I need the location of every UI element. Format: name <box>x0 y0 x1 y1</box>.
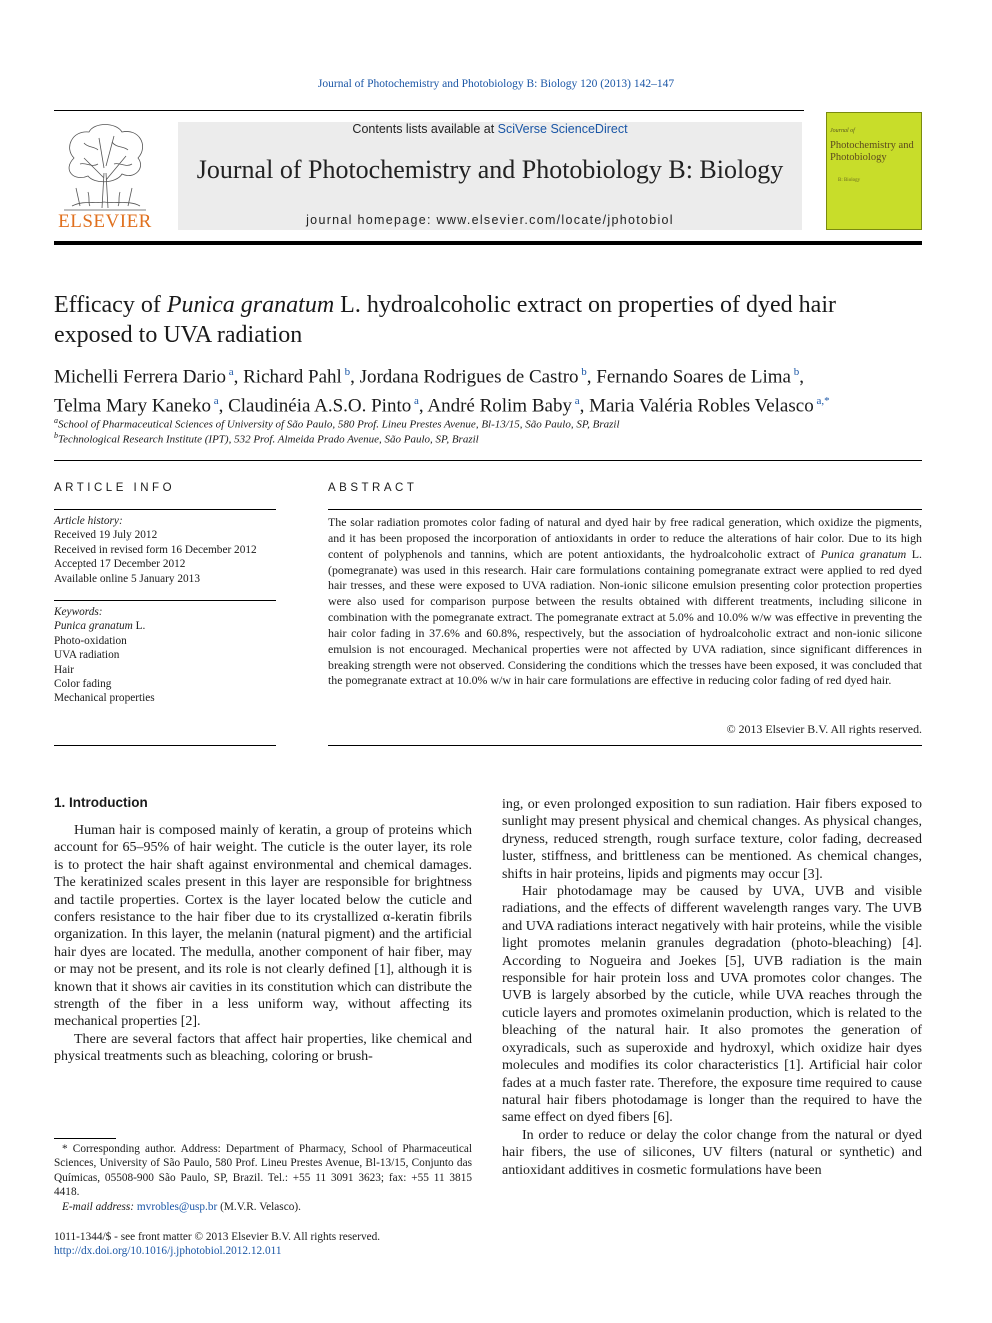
section-rule <box>54 460 922 461</box>
paragraph: ing, or even prolonged exposition to sun radiation. Hair fibers exposed to sunlight may present physical and chemical changes. As physical changes, dryness, reduced strength, rough surface texture, color fading, decreased luster, stiffness, and brittleness can be mentioned. As chemical changes, shifts in hair proteins, lipids and pigments may occur [3]. <box>502 797 922 882</box>
article-info-rule <box>54 600 276 601</box>
email-line: E-mail address: mvrobles@usp.br (M.V.R. Velasco). <box>62 1200 301 1213</box>
history-accepted: Accepted 17 December 2012 <box>54 558 186 571</box>
section-heading: 1. Introduction <box>54 795 148 810</box>
author-list: Michelli Ferrera Dario $^a$, Richard Pahl $^b$, Jordana Rodrigues de Castro $^b$, Fernando Soares de Lima $^b$, Telma Mary Kaneko $^a$, Claudinéia A.S.O. Pinto $^a$, André Rolim Baby $^a$, Maria Valéria Robles Velasco $^{a,*}$ <box>54 366 830 417</box>
author-name: Michelli Ferrera Dario <box>54 366 226 388</box>
front-matter-info <box>54 1230 472 1258</box>
history-label: Article history: <box>54 515 123 527</box>
abstract-rule <box>328 745 922 746</box>
journal-title: Journal of Photochemistry and Photobiology B: Biology <box>196 155 784 184</box>
article-title: Efficacy of Punica granatum L. hydroalcoholic extract on properties of dyed hair exposed to UVA radiation <box>54 292 836 348</box>
author-name: Fernando Soares de Lima <box>596 366 791 388</box>
author-name: Jordana Rodrigues de Castro <box>359 366 579 388</box>
header-rule <box>54 110 804 111</box>
sciencedirect-link[interactable]: SciVerse ScienceDirect <box>497 122 628 136</box>
keywords-label: Keywords: <box>54 606 103 618</box>
corresponding-author-footnote <box>54 1142 472 1214</box>
email-link[interactable]: mvrobles@usp.br <box>136 1200 218 1213</box>
keyword-item: Mechanical properties <box>54 692 155 705</box>
abstract-text: The solar radiation promotes color fading of natural and dyed hair by free radical generation, which oxidize the pigments, and it has been proposed the incorporation of antioxidants in order to reduce the alterations of hair color. Due to its high content of polyphenols and tannins, which are potent antioxidants, the hydroalcoholic extract of Punica granatum L. (pomegranate) was used in this research. Hair care formulations containing pomegranate extract were applied to red dyed hair tresses, and these were exposed to UVA radiation. Non-ionic silicone emulsion presenting color protection properties were also used for comparison purpose between the results obtained with different treatments, including silicone in combination with the pomegranate extract. The pomegranate extract at 5.0% and 10.0% w/w was effective in preventing the hair color fading in 37.6% and 60.8%, respectively, but the association of hydroalcoholic extract and non-ionic silicone emulsion is not encouraged. Mechanical properties were not affected by UVA radiation, since significant differences in breaking strength were not observed. Considering the conditions which the tresses have been exposed, it was concluded that the pomegranate extract at 10.0% w/w in hair care formulations are effective in reducing color fading of red dyed hair. <box>328 515 922 688</box>
history-received: Received 19 July 2012 <box>54 529 158 542</box>
publisher-wordmark: ELSEVIER <box>58 211 152 232</box>
article-info-rule <box>54 745 276 746</box>
journal-homepage[interactable]: journal homepage: www.elsevier.com/locate/jphotobiol <box>306 213 674 227</box>
body-column-left <box>54 822 472 1066</box>
affiliation-b: $^b$Technological Research Institute (IPT), 532 Prof. Almeida Prado Avenue, São Paulo, SP, Brazil <box>54 431 479 446</box>
author-affiliation-marker[interactable]: a,* <box>813 395 830 408</box>
keyword-item: Photo-oxidation <box>54 634 127 647</box>
cover-small-text: Journal of <box>830 128 855 134</box>
keyword-item: Punica granatum L. <box>54 620 146 633</box>
keyword-item: UVA radiation <box>54 649 120 662</box>
paragraph: Human hair is composed mainly of keratin, a group of proteins which account for 65–95% of hair weight. The cuticle is the outer layer, its role is to protect the hair shaft against environmental and chemical damages. The keratinized scales present in this layer are responsible for brightness and tactile properties. Cortex is the layer located below the cuticle and confers resistance to the hair fiber due to its crystallized α-keratin fibrils organization. In this layer, the melanin (natural pigment) and the artificial hair dyes are located. The medulla, another component of hair fiber, may or may not be present, and its role is not clearly defined [1], although it is known that it shows air cavities in its constitution which can distribute the strength of the fiber in a less uniform way, without affecting its mechanical properties [2]. <box>54 823 472 1030</box>
author-affiliation-marker[interactable]: b <box>578 366 587 378</box>
masthead-rule <box>54 241 922 245</box>
author-name: André Rolim Baby <box>427 395 572 417</box>
paragraph: There are several factors that affect hair properties, like chemical and physical treatments such as bleaching, coloring or brush- <box>54 1031 472 1065</box>
history-revised: Received in revised form 16 December 2012 <box>54 543 257 556</box>
journal-reference-link[interactable]: Journal of Photochemistry and Photobiology B: Biology 120 (2013) 142–147 <box>317 78 675 90</box>
issn-line: 1011-1344/$ - see front matter © 2013 Elsevier B.V. All rights reserved. <box>54 1231 381 1243</box>
author-affiliation-marker[interactable]: b <box>341 366 351 378</box>
body-column-right <box>502 796 922 1179</box>
article-history <box>54 514 257 586</box>
abstract-heading: ABSTRACT <box>328 482 418 494</box>
cover-title: Photochemistry and Photobiology <box>830 140 914 163</box>
keyword-item: Color fading <box>54 678 112 691</box>
author-name: Claudinéia A.S.O. Pinto <box>228 395 412 417</box>
affiliation-a: $^a$School of Pharmaceutical Sciences of University of São Paulo, 580 Prof. Lineu Prestes Avenue, Bl-13/15, São Paulo, SP, Brazil <box>54 416 620 431</box>
author-affiliation-marker[interactable]: a <box>225 366 234 378</box>
keyword-item: Hair <box>54 663 75 676</box>
footnote-rule <box>54 1138 116 1139</box>
author-affiliation-marker[interactable]: a <box>411 395 419 408</box>
author-name: Maria Valéria Robles Velasco <box>589 395 814 417</box>
article-info-heading: ARTICLE INFO <box>54 482 176 494</box>
abstract-rule <box>328 509 922 510</box>
contents-prefix: Contents lists available at <box>352 122 498 136</box>
author-name: Telma Mary Kaneko <box>54 395 211 417</box>
history-online: Available online 5 January 2013 <box>54 572 200 585</box>
article-info-rule <box>54 509 276 510</box>
paragraph: In order to reduce or delay the color change from the natural or dyed hair fibers, the use of silicones, UV filters (natural or synthetic) and antioxidant additives in cosmetic formulations have been <box>502 1127 922 1178</box>
cover-subtitle: B: Biology <box>838 178 861 183</box>
author-affiliation-marker[interactable]: a <box>210 395 219 408</box>
contents-line <box>178 122 802 136</box>
author-name: Richard Pahl <box>243 366 342 388</box>
author-affiliation-marker[interactable]: a <box>571 395 580 408</box>
doi-link[interactable]: http://dx.doi.org/10.1016/j.jphotobiol.2012.12.011 <box>54 1245 282 1258</box>
keywords <box>54 605 155 706</box>
copyright-notice: © 2013 Elsevier B.V. All rights reserved. <box>726 722 922 736</box>
corresponding-text: * Corresponding author. Address: Department of Pharmacy, School of Pharmaceutical Sciences, University of São Paulo, 580 Prof. Lineu Prestes Avenue, Bl-13/15, Conjunto das Químicas, 05508-900 São Paulo, SP, Brazil. Tel.: +55 11 3091 3623; fax: +55 11 3815 4418. <box>54 1143 472 1199</box>
author-affiliation-marker[interactable]: b <box>791 366 800 378</box>
paragraph: Hair photodamage may be caused by UVA, UVB and visible radiations, and the effects of different wavelength ranges vary. The UVB and UVA radiations interact negatively with hair proteins, while the visible light promotes melanin granules degradation (photo-bleaching) [4]. According to Nogueira and Joekes [5], UVB radiation is the main responsible for hair protein loss and UVA promotes color changes. The UVB is largely absorbed by the cuticle, while UVA reaches through the cuticle layers and promotes oximelanin production, which is related to the bleaching of the natural hair. It also promotes the generation of oxyradicals, such as superoxide and hydroxyl, which oxidize hair dyes molecules and modifies its color characteristics [1]. Artificial hair color fades at a much faster rate. Therefore, the exposure time required to cause natural hair fibers photodamage is longer than the required to have the same effect on dyed fibers [6]. <box>502 884 922 1126</box>
